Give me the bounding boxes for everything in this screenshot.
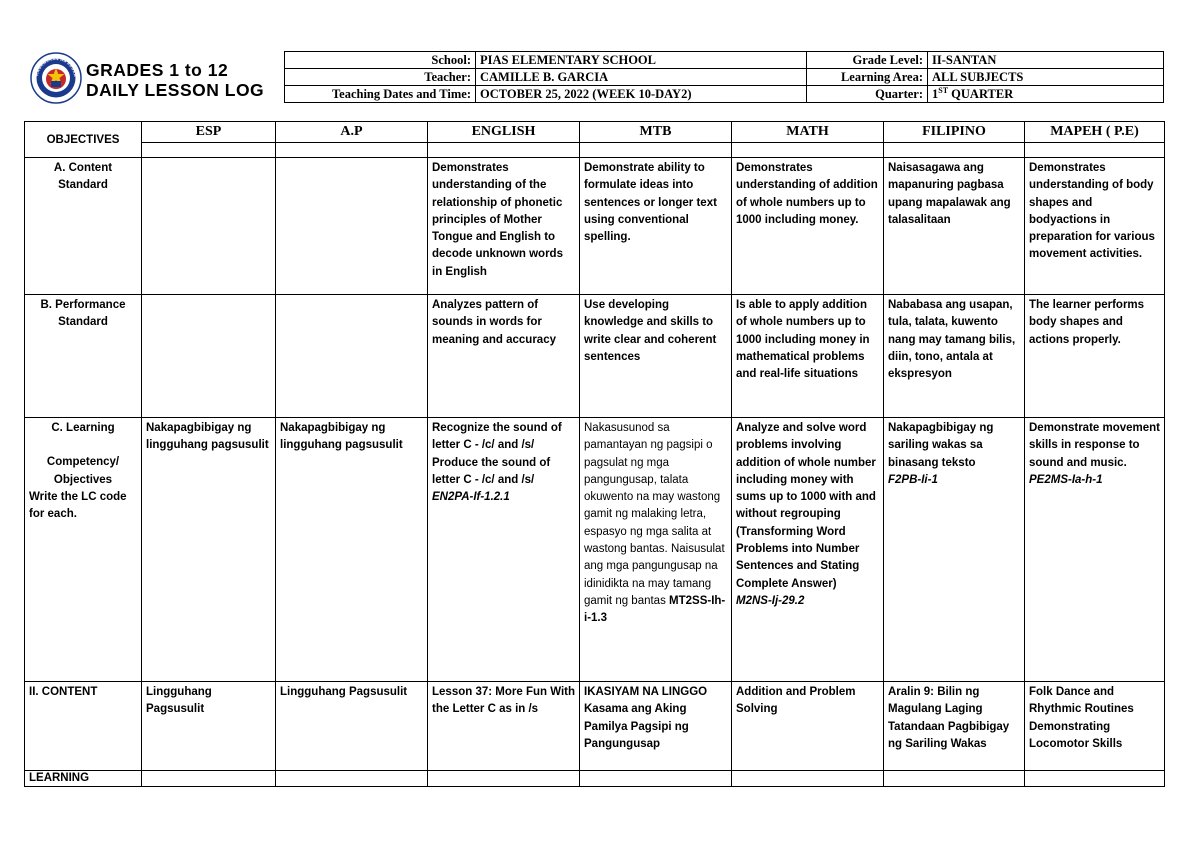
seal-arc-text: KAGAWARAN NG EDUKA [34,55,78,78]
content-filipino: Aralin 9: Bilin ng Magulang Laging Tatandaan Pagbibigay ng Sariling Wakas [884,682,1025,771]
learning-competency-english [428,418,580,682]
content-standard-ap [276,158,428,295]
learning-row [25,771,1165,787]
learning-area-value: ALL SUBJECTS [928,69,1164,86]
mtb-lc-code: MT2SS-Ih-i-1.3 [584,594,726,625]
learning-area-label: Learning Area: [807,69,928,86]
learning-mtb [580,771,732,787]
performance-standard-math: Is able to apply addition of whole numbers up to 1000 including money in mathematical problems and real-life situations [732,295,884,418]
content-mtb: IKASIYAM NA LINGGO Kasama ang Aking Pamilya Pagsipi ng Pangungusap [580,682,732,771]
learning-competency-math [732,418,884,682]
lesson-log-table [24,121,1165,787]
performance-standard-ap [276,295,428,418]
learning-competency-label-3: Objectives [53,473,113,486]
content-english: Lesson 37: More Fun With the Letter C as in /s [428,682,580,771]
col-header-ap: A.P [276,122,428,143]
english-lc-code: EN2PA-If-1.2.1 [432,491,510,504]
teacher-value: CAMILLE B. GARCIA [476,69,807,86]
filipino-competency-text: Nakapagbibigay ng sariling wakas sa binasang teksto [888,422,994,469]
teaching-dates-label: Teaching Dates and Time: [285,86,476,103]
empty-cell [1025,143,1165,158]
learning-math [732,771,884,787]
empty-cell [884,143,1025,158]
col-header-objectives: OBJECTIVES [25,122,142,158]
content-standard-mapeh: Demonstrates understanding of body shapes and bodyactions in preparation for various movement activities. [1025,158,1165,295]
title-line-2: DAILY LESSON LOG [86,80,265,100]
learning-mapeh [1025,771,1165,787]
performance-standard-filipino: Nababasa ang usapan, tula, talata, kuwento nang may tamang bilis, diin, tono, antala at ekspresyon [884,295,1025,418]
content-standard-esp [142,158,276,295]
performance-standard-english: Analyzes pattern of sounds in words for meaning and accuracy [428,295,580,418]
english-competency-text: Recognize the sound of letter C - /c/ and /s/ Produce the sound of letter C - /c/ and /s/ [432,422,562,486]
quarter-suffix: QUARTER [948,87,1014,101]
learning-esp [142,771,276,787]
content-standard-filipino: Naisasagawa ang mapanuring pagbasa upang mapalawak ang talasalitaan [884,158,1025,295]
mapeh-lc-code: PE2MS-Ia-h-1 [1029,473,1103,486]
teacher-label: Teacher: [285,69,476,86]
empty-cell [428,143,580,158]
quarter-value [928,86,1164,103]
learning-ap [276,771,428,787]
learning-competency-filipino [884,418,1025,682]
performance-standard-mtb: Use developing knowledge and skills to write clear and coherent sentences [580,295,732,418]
header-info-table [284,51,1164,103]
learning-competency-row [25,418,1165,682]
grade-level-value: II-SANTAN [928,52,1164,69]
empty-cell [142,143,276,158]
content-standard-label-text: A. Content Standard [53,162,113,192]
content-standard-math: Demonstrates understanding of addition of whole numbers up to 1000 including money. [732,158,884,295]
performance-standard-row [25,295,1165,418]
teaching-dates-value: OCTOBER 25, 2022 (WEEK 10-DAY2) [476,86,807,103]
empty-cell [580,143,732,158]
empty-cell [276,143,428,158]
learning-competency-label-2: Competency/ [46,456,120,469]
col-header-mtb: MTB [580,122,732,143]
content-standard-mtb: Demonstrate ability to formulate ideas into sentences or longer text using conventional spelling. [580,158,732,295]
learning-competency-mtb [580,418,732,682]
grade-level-label: Grade Level: [807,52,928,69]
learning-label: LEARNING [25,771,142,787]
quarter-superscript: ST [938,85,949,95]
deped-seal-logo [30,52,82,104]
content-standard-english: Demonstrates understanding of the relationship of phonetic principles of Mother Tongue and English to decode unknown words in English [428,158,580,295]
content-math: Addition and Problem Solving [732,682,884,771]
math-competency-text: Analyze and solve word problems involving addition of whole number including money with sums up to 1000 with and without regrouping (Transforming Word Problems into Number Sentences and Stating Complete Answer) [736,422,876,590]
learning-english [428,771,580,787]
content-label: II. CONTENT [25,682,142,771]
content-row [25,682,1165,771]
school-label: School: [285,52,476,69]
title-line-1: GRADES 1 to 12 [86,60,229,80]
column-header-row [25,122,1165,143]
performance-standard-esp [142,295,276,418]
performance-standard-label [25,295,142,418]
content-mapeh: Folk Dance and Rhythmic Routines Demonstrating Locomotor Skills [1025,682,1165,771]
mapeh-competency-text: Demonstrate movement skills in response to sound and music. [1029,422,1161,469]
quarter-number: 1 [932,87,939,101]
learning-competency-label-1: C. Learning [51,422,115,434]
content-standard-label [25,158,142,295]
col-header-math: MATH [732,122,884,143]
filipino-lc-code: F2PB-Ii-1 [888,473,938,486]
empty-cell [732,143,884,158]
col-header-esp: ESP [142,122,276,143]
learning-filipino [884,771,1025,787]
performance-standard-mapeh: The learner performs body shapes and actions properly. [1025,295,1165,418]
school-value: PIAS ELEMENTARY SCHOOL [476,52,807,69]
learning-competency-label-4: Write the LC code for each. [29,490,127,521]
content-standard-row [25,158,1165,295]
content-esp: Lingguhang Pagsusulit [142,682,276,771]
performance-standard-label-text: B. Performance Standard [40,299,126,329]
page-title [86,60,264,100]
col-header-mapeh: MAPEH ( P.E) [1025,122,1165,143]
learning-competency-ap: Nakapagbibigay ng lingguhang pagsusulit [276,418,428,682]
learning-competency-label [25,418,142,682]
learning-competency-esp: Nakapagbibigay ng lingguhang pagsusulit [142,418,276,682]
column-subheader-row [25,143,1165,158]
col-header-english: ENGLISH [428,122,580,143]
col-header-filipino: FILIPINO [884,122,1025,143]
learning-competency-mapeh [1025,418,1165,682]
mtb-competency-text: Nakasusunod sa pamantayan ng pagsipi o pagsulat ng mga pangungusap, talata okuwento na may wastong gamit ng malaking letra, espasyo ng mga salita at wastong bantas. Naisusulat ang mga pangungusap na idinidikta na may tamang gamit ng bantas [584,422,725,607]
math-lc-code: M2NS-Ij-29.2 [736,594,805,607]
quarter-label: Quarter: [807,86,928,103]
content-ap: Lingguhang Pagsusulit [276,682,428,771]
